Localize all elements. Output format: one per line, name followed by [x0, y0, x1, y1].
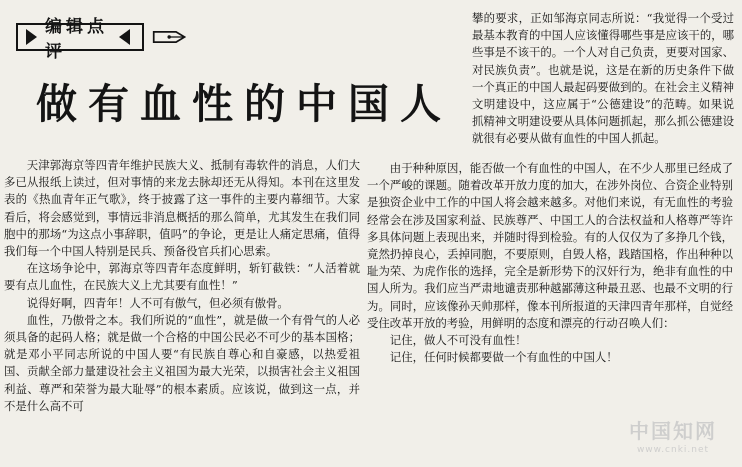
body-column-top-right: [472, 10, 734, 160]
body-paragraph: 由于种种原因，能否做一个有血性的中国人，在不少人那里已经成了一个严峻的课题。随着改革开放力度的加大，在涉外岗位、合资企业特别是独资企业中工作的中国人将会越来越多。对他们来说，有无血性的考验经常会在涉及国家利益、民族尊严、中国工人的合法权益和人格尊严等许多具体问题上表现出来，并随时得到检验。有的人仅仅为了多挣几个钱，竟然扔掉良心，丢掉同胞，不要原则，自毁人格，践踏国格，作出种种以耻为荣、为虎作伥的选择，完全是新形势下的汉奸行为，绝非有血性的中国人所为。我们应当严肃地谴责那种越鄙薄这种最丑恶、也最不文明的行为。同时，应该像孙天帅那样，像本刊所报道的天津四青年那样，自觉经受住改革开放的考验，用鲜明的态度和漂亮的行动召唤人们：: [367, 161, 733, 330]
body-paragraph: 天津郭海京等四青年维护民族大义、抵制有毒软件的消息，人们大多已从报纸上读过，但对事情的来龙去脉却还无从得知。本刊在这里发表的《热血青年正气歌》，终于披露了这一事件的主要内幕细节。大家看后，将会感觉到，事情远非消息概括的那么简单，尤其发生在我们同胞中的那场“为这点小事辞职，值吗”的争论，更是让人痛定思痛，值得我们每一个中国人特别是民兵、预备役官兵扪心思索。: [4, 158, 360, 259]
watermark: [610, 418, 736, 462]
watermark-url: www.cnki.net: [636, 445, 710, 455]
body-paragraph: 记住，任何时候都要做一个有血性的中国人！: [389, 350, 618, 365]
column-label: 编辑点评: [45, 17, 108, 62]
body-paragraph: 记住，做人不可没有血性！: [389, 333, 527, 348]
watermark-main: 中国知网: [629, 419, 717, 443]
body-paragraph: 说得好啊，四青年！人不可有傲气，但必须有傲骨。: [26, 295, 289, 310]
body-paragraph: 血性，乃傲骨之本。我们所说的“血性”，就是做一个有骨气的人必须具备的起码人格；就是做一个合格的中国公民必不可少的基本国格；就是邓小平同志所说的中国人要“有民族自尊心和自豪感，以热爱祖国、贡献全部力量建设社会主义祖国为最大光荣，以损害社会主义祖国利益、尊严和荣誉为最大耻辱”的根本素质。应该说，做到这一点，并不是什么高不可: [4, 312, 360, 413]
triangle-right-icon: [26, 29, 37, 45]
column-label-box: [16, 17, 144, 62]
body-column-left: [4, 157, 360, 457]
body-paragraph: 在这场争论中，郭海京等四青年态度鲜明，斩钉截铁：“人活着就要有点儿血性，在民族大义上尤其要有血性！”: [4, 261, 360, 293]
column-header: [16, 17, 186, 62]
pen-nib-icon: [152, 28, 186, 46]
body-column-bottom-right: [367, 160, 733, 460]
triangle-left-icon: [119, 29, 130, 45]
article-title: 做有血性的中国人: [36, 80, 452, 128]
body-paragraph: 攀的要求，正如邹海京同志所说：“我觉得一个受过最基本教育的中国人应该懂得哪些事是应该干的，哪些事是不该干的。一个人对自己负责，更要对国家、对民族负责”。也就是说，这是在新的历史条件下做一个真正的中国人最起码要做到的。在社会主义精神文明建设中，这应属于“公德建设”的范畴。如果说抓精神文明建设要从具体问题抓起，那么抓公德建设就很有必要从做有血性的中国人抓起。: [472, 11, 734, 146]
